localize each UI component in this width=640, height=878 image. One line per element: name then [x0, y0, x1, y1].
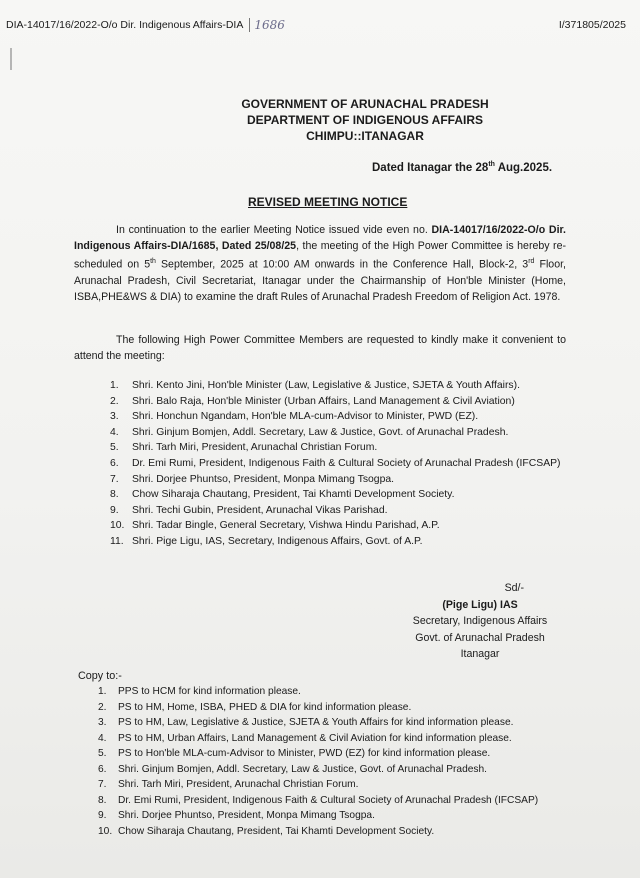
handwritten-number: 1686 — [249, 18, 285, 32]
date-sup: th — [488, 161, 495, 168]
date-prefix: Dated Itanagar the 28 — [372, 161, 489, 174]
reference-line — [6, 18, 626, 32]
notice-title: REVISED MEETING NOTICE — [248, 195, 408, 209]
copy-to-heading: Copy to:- — [78, 670, 122, 682]
signature-sd: Sd/- — [504, 582, 524, 594]
list-item: 3. Shri. Honchun Ngandam, Hon'ble MLA-cum-Advisor to Minister, PWD (EZ). — [110, 411, 479, 423]
margin-pen-mark — [10, 48, 12, 70]
file-reference: DIA-14017/16/2022-O/o Dir. Indigenous Affairs-DIA — [6, 19, 244, 31]
list-item: 6. Shri. Ginjum Bomjen, Addl. Secretary, Law & Justice, Govt. of Arunachal Pradesh. — [98, 763, 487, 775]
list-item: 11. Shri. Pige Ligu, IAS, Secretary, Indigenous Affairs, Govt. of A.P. — [110, 535, 423, 547]
list-item: 4. PS to HM, Urban Affairs, Land Management & Civil Aviation for kind information please. — [98, 732, 512, 744]
list-item: 8. Chow Siharaja Chautang, President, Tai Khamti Development Society. — [110, 489, 455, 501]
list-item: 10. Shri. Tadar Bingle, General Secretary, Vishwa Hindu Parishad, A.P. — [110, 520, 440, 532]
list-item: 5. PS to Hon'ble MLA-cum-Advisor to Minister, PWD (EZ) for kind information please. — [98, 748, 491, 759]
para1-text-d: Floor, Arunachal Pradesh, Civil Secretariat, Itanagar under the Chairmanship of Hon'ble Minister (Home, ISBA,PHE&WS & DIA) to examine the draft Rules of Arunachal Pradesh Freedom of Religion Act. 1978. — [74, 258, 566, 303]
para1-text-c: September, 2025 at 10:00 AM onwards in the Conference Hall, Block-2, 3 — [155, 258, 529, 271]
list-item: 8. Dr. Emi Rumi, President, Indigenous Faith & Cultural Society of Arunachal Pradesh (IFCSAP) — [98, 794, 539, 806]
members-intro-paragraph — [74, 332, 566, 364]
signatory-place: Itanagar — [460, 648, 500, 660]
date-line — [372, 161, 552, 174]
para1-sup2: rd — [528, 258, 535, 265]
signature-block — [400, 580, 560, 663]
letterhead-government: GOVERNMENT OF ARUNACHAL PRADESH — [241, 97, 489, 111]
list-item: 6. Dr. Emi Rumi, President, Indigenous Faith & Cultural Society of Arunachal Pradesh (IFCSAP) — [110, 457, 561, 469]
para1-text-a: In continuation to the earlier Meeting Notice issued vide even no. — [116, 224, 432, 236]
signatory-name: (Pige Ligu) IAS — [442, 598, 518, 611]
list-item: 7. Shri. Dorjee Phuntso, President, Monpa Mimang Tsogpa. — [110, 473, 395, 485]
para2-text: The following High Power Committee Members are requested to kindly make it convenient to attend the meeting: — [74, 334, 566, 362]
list-item: 1. PPS to HCM for kind information please. — [98, 686, 301, 697]
list-item: 9. Shri. Dorjee Phuntso, President, Monpa Mimang Tsogpa. — [98, 810, 375, 821]
copy-to-list — [98, 684, 568, 839]
letterhead — [0, 96, 640, 144]
list-item: 4. Shri. Ginjum Bomjen, Addl. Secretary, Law & Justice, Govt. of Arunachal Pradesh. — [110, 426, 509, 438]
signatory-govt: Govt. of Arunachal Pradesh — [415, 631, 545, 644]
signatory-designation: Secretary, Indigenous Affairs — [412, 615, 548, 627]
earlier-notice-reference: DIA-14017/16/2022-O/o Dir. Indigenous Affairs-DIA/1685, Dated 25/08/25 — [74, 224, 566, 252]
list-item: 3. PS to HM, Law, Legislative & Justice, SJETA & Youth Affairs for kind information please. — [98, 717, 514, 728]
para1-text-b: , the meeting of the High Power Committee is hereby re-scheduled on 5 — [74, 240, 567, 271]
list-item: 7. Shri. Tarh Miri, President, Arunachal Christian Forum. — [98, 779, 359, 790]
list-item: 2. Shri. Balo Raja, Hon'ble Minister (Urban Affairs, Land Management & Civil Aviation) — [110, 395, 515, 407]
receipt-number: I/371805/2025 — [558, 19, 626, 31]
letterhead-location: CHIMPU::ITANAGAR — [306, 129, 424, 143]
notice-body-paragraph — [74, 222, 566, 305]
list-item: 5. Shri. Tarh Miri, President, Arunachal Christian Forum. — [110, 442, 378, 454]
list-item: 10. Chow Siharaja Chautang, President, Tai Khamti Development Society. — [98, 825, 435, 837]
members-list — [110, 378, 570, 550]
list-item: 1. Shri. Kento Jini, Hon'ble Minister (Law, Legislative & Justice, SJETA & Youth Affairs). — [110, 380, 520, 391]
letterhead-department: DEPARTMENT OF INDIGENOUS AFFAIRS — [246, 113, 483, 127]
para1-sup1: th — [150, 258, 156, 265]
list-item: 2. PS to HM, Home, ISBA, PHED & DIA for kind information please. — [98, 701, 412, 713]
date-suffix: Aug.2025. — [494, 161, 553, 174]
list-item: 9. Shri. Techi Gubin, President, Arunachal Vikas Parishad. — [110, 504, 388, 516]
